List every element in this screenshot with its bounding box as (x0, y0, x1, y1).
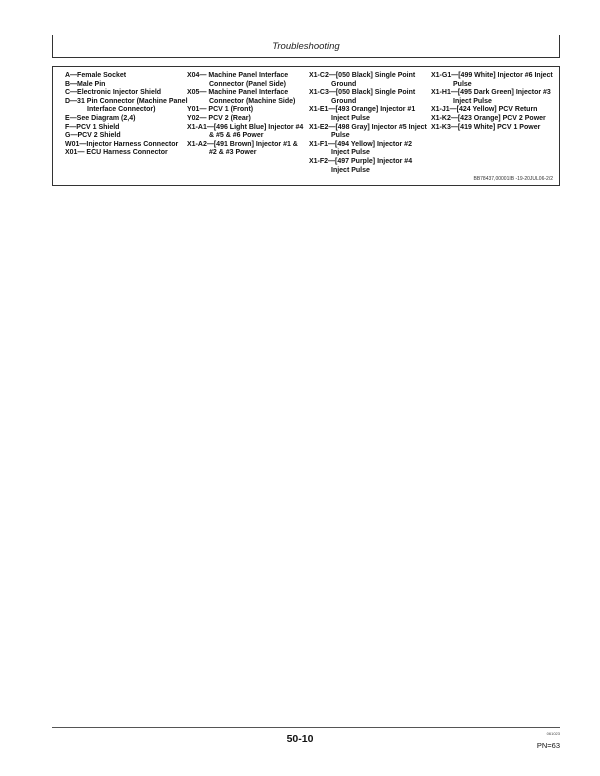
legend-entry: X05— Machine Panel Interface Connector (Machine Side) (187, 89, 296, 105)
legend-entry: D—31 Pin Connector (Machine Panel Interface Connector) (65, 97, 188, 114)
header-frame (52, 35, 560, 58)
document-reference: BB78437,00001IB -19-20JUL06-2/2 (473, 176, 553, 182)
legend-entry: X1-K2—[423 Orange] PCV 2 Power (431, 114, 546, 122)
legend-entry: X1-F2—[497 Purple] Injector #4 Inject Pulse (309, 157, 413, 174)
legend-entry: Y01— PCV 1 (Front) (187, 106, 254, 114)
legend-entry: X1-C3—[050 Black] Single Point Ground (309, 89, 416, 105)
legend-entry: A—Female Socket (65, 72, 127, 79)
legend-entry: X1-E2—[498 Gray] Injector #5 Inject Pulse (309, 123, 427, 140)
legend-entry: X01— ECU Harness Connector (65, 149, 168, 157)
legend-entry: W01—Injector Harness Connector (65, 140, 179, 148)
legend-column-1 (65, 72, 191, 158)
legend-column-4 (431, 72, 557, 132)
legend-entry: F—PCV 1 Shield (65, 123, 120, 131)
legend-entry: C—Electronic Injector Shield (65, 89, 162, 97)
legend-entry: X1-K3—[419 White] PCV 1 Power (431, 123, 541, 131)
section-title: Troubleshooting (272, 41, 340, 52)
legend-column-2 (187, 72, 307, 158)
legend-entry: X1-F1—[494 Yellow] Injector #2 Inject Pulse (309, 140, 412, 157)
legend-entry: B—Male Pin (65, 80, 106, 88)
footer-pn: PN=63 (536, 741, 560, 750)
footer-divider (52, 727, 560, 728)
legend-entry: X1-J1—[424 Yellow] PCV Return (431, 106, 538, 114)
legend-entry: X1-E1—[493 Orange] Injector #1 Inject Pulse (309, 106, 416, 122)
legend-entry: X04— Machine Panel Interface Connector (Panel Side) (187, 72, 289, 88)
legend-entry: Y02— PCV 2 (Rear) (187, 114, 251, 122)
page-number: 50-10 (286, 733, 314, 745)
legend-entry: G—PCV 2 Shield (65, 132, 121, 140)
legend-entry: X1-H1—[495 Dark Green] Injector #3 Inject Pulse (431, 89, 551, 105)
legend-box (52, 66, 560, 186)
footer-date-code: 061023 (546, 731, 560, 736)
legend-entry: X1-C2—[050 Black] Single Point Ground (309, 72, 416, 88)
legend-entry: X1-A2—[491 Brown] Injector #1 & #2 & #3 Power (187, 140, 298, 157)
legend-column-3 (309, 72, 431, 175)
legend-entry: X1-A1—[496 Light Blue] Injector #4 & #5 & #6 Power (187, 123, 304, 140)
legend-entry: X1-G1—[499 White] Injector #6 Inject Pulse (431, 72, 553, 88)
legend-entry: E—See Diagram (2,4) (65, 114, 136, 122)
